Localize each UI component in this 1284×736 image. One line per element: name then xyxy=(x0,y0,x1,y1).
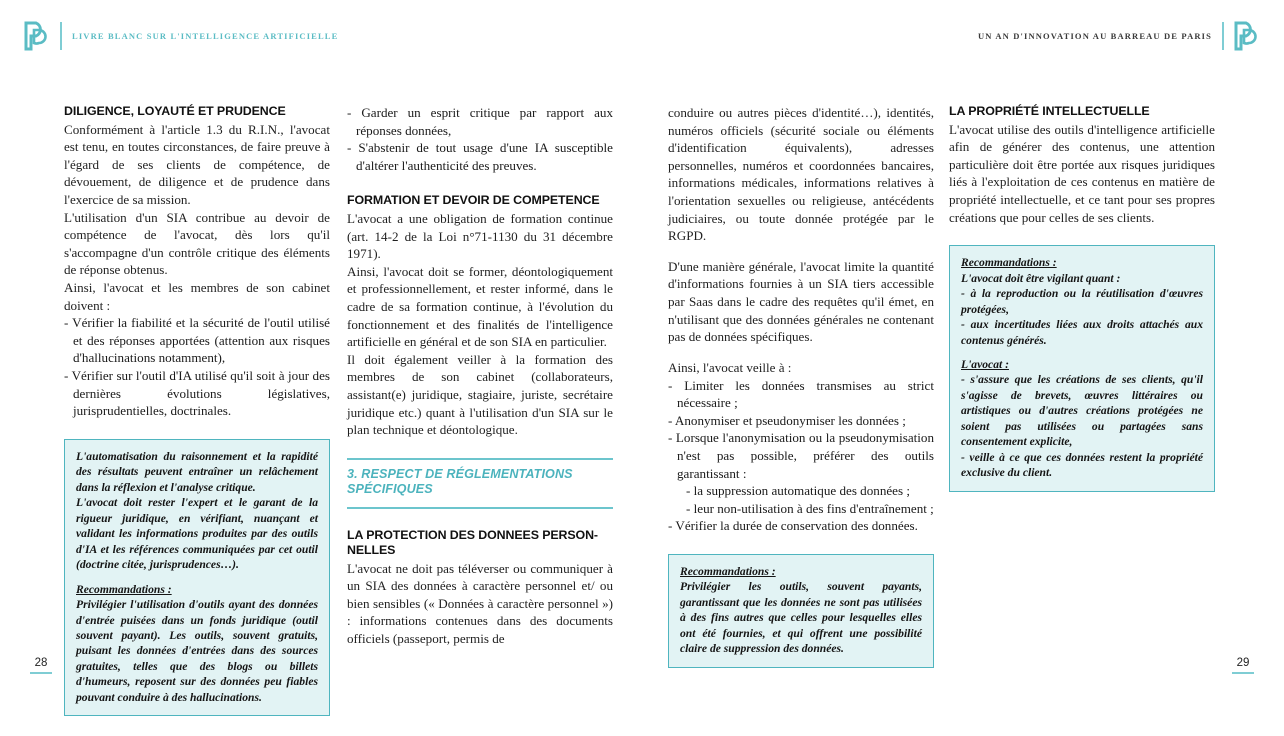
callout-lead: Recommandations : xyxy=(680,565,776,579)
paragraph: Il doit également veiller à la formation des membres de son cabinet (collaborateurs, assistant(e) juridique, stagiaire, juriste, secrétaire juridique etc.) quant à l'utilisation d'un SIA sur le plan technique et déontologique. xyxy=(347,351,613,438)
list-item-sub: - la suppression automatique des données ; xyxy=(686,483,911,499)
column-4 xyxy=(949,104,1215,716)
list-item-sub: - leur non-utilisation à des fins d'entraînement ; xyxy=(686,500,934,516)
header-left xyxy=(24,21,338,51)
section-banner-title: 3. RESPECT DE RÉGLEMENTATIONS SPÉCIFIQUES xyxy=(347,466,573,497)
list-item: - Vérifier sur l'outil d'IA utilisé qu'il soit à jour des dernières évolutions législatives, jurisprudentielles, doctrinales. xyxy=(64,368,330,419)
callout-recommandations-col3 xyxy=(668,554,934,668)
header-left-label: LIVRE BLANC SUR L'INTELLIGENCE ARTIFICIELLE xyxy=(72,31,339,41)
callout-text: Privilégier les outils, souvent payants, garantissant que les données ne sont pas utilisées à des fins autres que celles pour lesquelles elles ont été fournies, et qui offrent une possibilité claire de suppression des données. xyxy=(680,580,922,656)
paragraph: Conformément à l'article 1.3 du R.I.N., l'avocat est tenu, en toutes circonstances, de faire preuve à l'égard de ses clients de compétence, de dévouement, de diligence et de prudence dans l'exercice de sa mission. xyxy=(64,121,330,207)
list-item: - Limiter les données transmises au strict nécessaire ; xyxy=(668,377,934,411)
paragraph: L'avocat utilise des outils d'intelligence artificielle afin de générer des contenus, une attention particulière doit être portée aux risques juridiques liés à l'exploitation de ces contenus en matière de propriété intellectuelle, et ce tant pour ses propres créations que pour celles de ses clients. xyxy=(949,121,1215,225)
paragraph: L'avocat a une obligation de formation continue (art. 14-2 de la Loi n°71-1130 du 31 décembre 1971). xyxy=(347,210,613,262)
spacer xyxy=(64,420,330,439)
list-item: - S'abstenir de tout usage d'une IA susceptible d'altérer l'authenticité des preuves. xyxy=(347,140,613,173)
heading-diligence: DILIGENCE, LOYAUTÉ ET PRUDENCE xyxy=(64,104,286,118)
barreau-de-paris-logo-icon xyxy=(24,21,50,51)
paragraph: D'une manière générale, l'avocat limite la quantité d'informations fournies à un SIA tiers accessible par Saas dans le cadre des requêtes qu'il émet, en n'utilisant que des données générales ne contenant pas de données spécifiques. xyxy=(668,258,934,345)
spacer xyxy=(76,573,318,582)
spacer xyxy=(668,535,934,554)
column-1 xyxy=(64,104,330,716)
spacer xyxy=(347,174,613,193)
spacer xyxy=(949,226,1215,245)
paragraph: Ainsi, l'avocat veille à : xyxy=(668,359,792,375)
header-right-label: UN AN D'INNOVATION AU BARREAU DE PARIS xyxy=(977,31,1212,41)
heading-formation: FORMATION ET DEVOIR DE COMPETENCE xyxy=(347,193,600,208)
paragraph: Ainsi, l'avocat doit se former, déontologiquement et professionnellement, et rester informé, dans le cadre de sa formation continue, à l'évolution du fonctionnement et des finalités de l'intelligence artificielle en général et de son SIA en particulier. xyxy=(347,263,613,350)
section-banner xyxy=(347,458,613,509)
folio-left xyxy=(24,657,58,674)
page-number-left: 28 xyxy=(34,656,48,669)
column-2 xyxy=(347,104,613,716)
paragraph: conduire ou autres pièces d'identité…), identités, numéros officiels (sécurité sociale ou éléments d'identification équivalents), adresses personnelles, numéros et coordonnées bancaires, informations médicales, informations relatives à l'orientation sexuelles ou religieuse, antécédents judiciaires, ou toute donnée protégée par le RGPD. xyxy=(668,105,934,244)
paragraph: Ainsi, l'avocat et les membres de son cabinet doivent : xyxy=(64,279,330,313)
folio-underline xyxy=(1232,672,1254,675)
header-divider-right xyxy=(1222,22,1224,50)
folio-right xyxy=(1226,657,1260,674)
callout-text: L'automatisation du raisonnement et la rapidité des résultats peuvent entraîner un relâchement dans la réflexion et l'analyse critique. xyxy=(76,449,318,494)
list-item: - Garder un esprit critique par rapport aux réponses données, xyxy=(347,105,613,138)
callout-recommandations-col1 xyxy=(64,439,330,717)
page-number-right: 29 xyxy=(1236,656,1250,669)
spacer xyxy=(668,346,934,359)
callout-lead: L'avocat : xyxy=(961,357,1009,371)
list-item: - Anonymiser et pseudonymiser les données ; xyxy=(668,412,906,428)
callout-text: - s'assure que les créations de ses clients, qu'il s'agisse de brevets, œuvres littéraires ou artistiques ou d'autres créations protégées ne soient pas utilisées ou partagées sans consentement explicite, xyxy=(961,373,1203,449)
callout-lead: Recommandations : xyxy=(961,256,1057,270)
callout-text: - à la reproduction ou la réutilisation d'œuvres protégées, xyxy=(961,287,1203,316)
spacer xyxy=(347,439,613,458)
header-right xyxy=(978,21,1260,51)
spacer xyxy=(347,509,613,528)
folio-underline xyxy=(30,672,52,675)
callout-text: - aux incertitudes liées aux droits attachés aux contenus générés. xyxy=(961,318,1203,347)
paragraph: L'avocat ne doit pas téléverser ou communiquer à un SIA des données à caractère personnel et/ ou bien sensibles (« Données à caractère personnel ») : informations contenues dans des documents officiels (passeport, permis de xyxy=(347,560,613,647)
barreau-de-paris-logo-icon-right xyxy=(1234,21,1260,51)
heading-donnees-personnelles: LA PROTECTION DES DONNEES PERSON-NELLES xyxy=(347,527,598,558)
callout-text: L'avocat doit rester l'expert et le garant de la rigueur juridique, en vérifiant, nuançant et validant les informations produites par des outils d'IA et les références communiquées par cet outil (doctrine citée, jurisprudences…). xyxy=(76,496,318,572)
list-item: - Vérifier la fiabilité et la sécurité de l'outil utilisé et des réponses apportées (attention aux risques d'hallucinations notamment), xyxy=(64,315,330,366)
spacer xyxy=(668,245,934,258)
heading-propriete-intellectuelle: LA PROPRIÉTÉ INTELLECTUELLE xyxy=(949,104,1150,118)
callout-text: Privilégier l'utilisation d'outils ayant des données d'entrée puisées dans un fonds juridique (outil souvent payant). Les outils, souvent gratuits, puisant les données d'entrées dans des sources gratuites, telles que des blogs ou billets d'humeurs, reposent sur des données peu fiables pouvant conduire à des hallucinations. xyxy=(76,598,318,704)
page-columns xyxy=(0,104,1284,716)
paragraph: L'utilisation d'un SIA contribue au devoir de compétence de l'avocat, dès lors qu'il s'accompagne d'un contrôle critique des éléments de réponse obtenus. xyxy=(64,209,330,278)
spacer xyxy=(961,348,1203,357)
list-item: - Vérifier la durée de conservation des données. xyxy=(668,518,918,534)
column-3 xyxy=(668,104,934,716)
list-item: - Lorsque l'anonymisation ou la pseudonymisation n'est pas possible, préférer des outils garantissant : xyxy=(668,430,934,481)
callout-text: L'avocat doit être vigilant quant : xyxy=(961,271,1121,285)
header-divider xyxy=(60,22,62,50)
page-header xyxy=(0,0,1284,72)
callout-recommandations-col4 xyxy=(949,245,1215,492)
callout-lead: Recommandations : xyxy=(76,582,172,596)
callout-text: - veille à ce que ces données restent la propriété exclusive du client. xyxy=(961,450,1203,480)
